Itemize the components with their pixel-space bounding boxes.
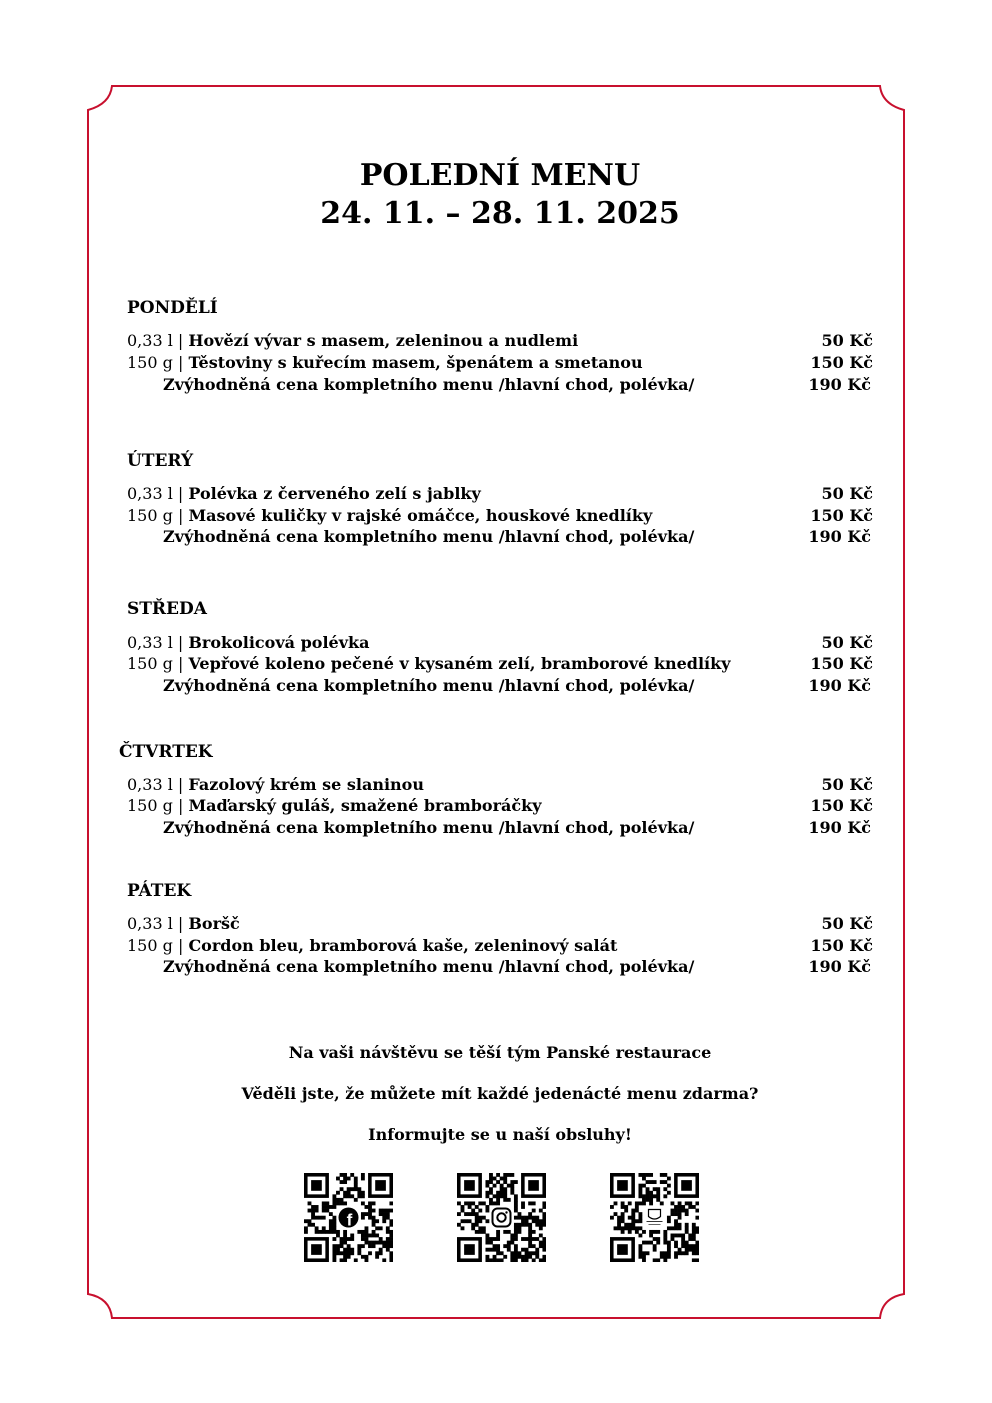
menu-item-main [127,653,873,675]
day-heading: PONDĚLÍ [127,298,218,318]
main-name: Maďarský guláš, smažené bramboráčky [188,796,542,815]
menu-item-soup [127,913,873,935]
main-quantity: 150 g | [127,506,189,525]
main-name: Vepřové koleno pečené v kysaném zelí, bramborové knedlíky [188,654,731,673]
combo-label: Zvýhodněná cena kompletního menu /hlavní chod, polévka/ [163,375,695,394]
soup-price: 50 Kč [821,775,873,794]
main-price: 150 Kč [810,353,873,372]
day-heading: PÁTEK [127,881,192,901]
main-quantity: 150 g | [127,654,189,673]
menu-item-combo [127,956,873,978]
menu-item-soup [127,483,873,505]
main-name: Cordon bleu, bramborová kaše, zeleninový salát [188,936,618,955]
menu-item-combo [127,817,873,839]
soup-quantity: 0,33 l | [127,633,189,652]
soup-quantity: 0,33 l | [127,775,189,794]
menu-item-combo [127,675,873,697]
qr-code-facebook[interactable] [304,1173,393,1262]
soup-price: 50 Kč [821,331,873,350]
footer-greeting: Na vaši návštěvu se těší tým Panské restaurace [288,1043,712,1062]
soup-quantity: 0,33 l | [127,914,189,933]
combo-price: 190 Kč [808,818,871,837]
footer-info: Informujte se u naší obsluhy! [368,1125,632,1144]
combo-label: Zvýhodněná cena kompletního menu /hlavní chod, polévka/ [163,818,695,837]
date-range: 24. 11. – 28. 11. 2025 [320,196,680,231]
combo-label: Zvýhodněná cena kompletního menu /hlavní chod, polévka/ [163,957,695,976]
svg-text:f: f [346,1210,353,1230]
menu-item-main [127,795,873,817]
menu-item-main [127,935,873,957]
combo-price: 190 Kč [808,527,871,546]
soup-quantity: 0,33 l | [127,331,189,350]
menu-item-main [127,352,873,374]
main-name: Těstoviny s kuřecím masem, špenátem a smetanou [188,353,643,372]
menu-item-soup [127,632,873,654]
main-quantity: 150 g | [127,353,189,372]
menu-item-main [127,505,873,527]
main-price: 150 Kč [810,936,873,955]
soup-price: 50 Kč [821,484,873,503]
main-quantity: 150 g | [127,936,189,955]
menu-item-combo [127,526,873,548]
page-title: POLEDNÍ MENU [359,158,641,193]
facebook-icon [337,1206,361,1230]
footer-promo: Věděli jste, že můžete mít každé jedenácté menu zdarma? [241,1084,759,1103]
combo-price: 190 Kč [808,676,871,695]
soup-name: Fazolový krém se slaninou [188,775,424,794]
combo-label: Zvýhodněná cena kompletního menu /hlavní chod, polévka/ [163,527,695,546]
combo-price: 190 Kč [808,375,871,394]
restaurant-logo-icon [643,1206,667,1230]
qr-code-instagram[interactable] [457,1173,546,1262]
combo-price: 190 Kč [808,957,871,976]
menu-item-combo [127,374,873,396]
soup-price: 50 Kč [821,914,873,933]
soup-name: Brokolicová polévka [188,633,370,652]
soup-quantity: 0,33 l | [127,484,189,503]
main-price: 150 Kč [810,654,873,673]
soup-name: Polévka z červeného zelí s jablky [188,484,481,503]
soup-name: Boršč [188,914,240,933]
combo-label: Zvýhodněná cena kompletního menu /hlavní chod, polévka/ [163,676,695,695]
soup-name: Hovězí vývar s masem, zeleninou a nudlemi [188,331,579,350]
menu-item-soup [127,330,873,352]
day-heading: ČTVRTEK [119,742,213,762]
qr-code-restaurant[interactable] [610,1173,699,1262]
day-heading: STŘEDA [127,599,207,619]
soup-price: 50 Kč [821,633,873,652]
day-heading: ÚTERÝ [127,451,194,471]
menu-item-soup [127,774,873,796]
main-name: Masové kuličky v rajské omáčce, houskové knedlíky [188,506,653,525]
instagram-icon [490,1206,514,1230]
main-quantity: 150 g | [127,796,189,815]
main-price: 150 Kč [810,796,873,815]
main-price: 150 Kč [810,506,873,525]
